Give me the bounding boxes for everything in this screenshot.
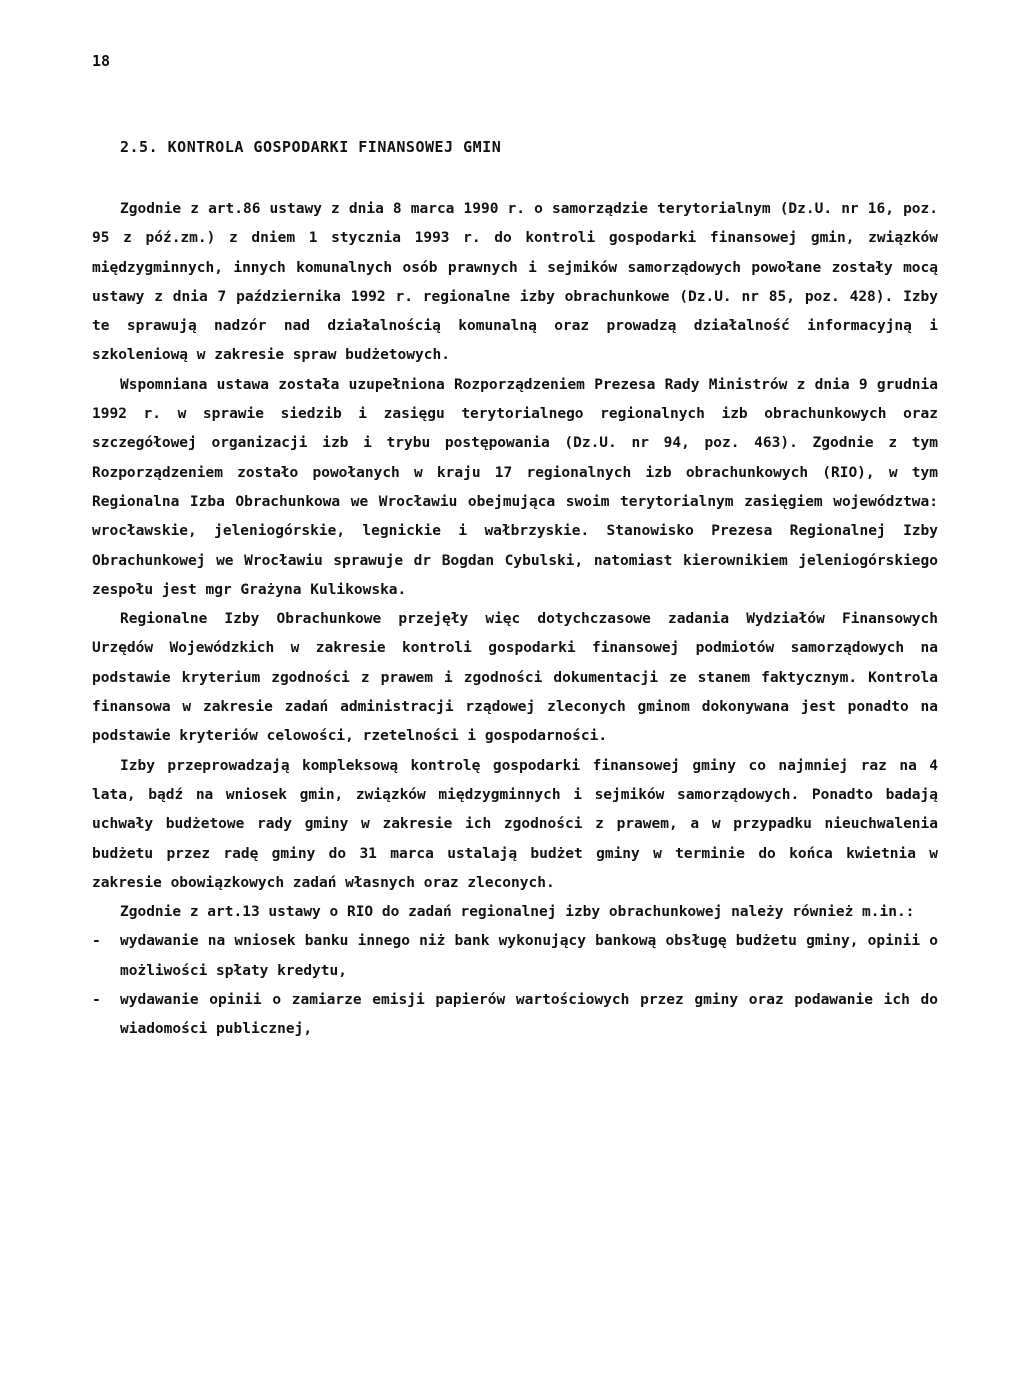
- paragraph-5: Zgodnie z art.13 ustawy o RIO do zadań regionalnej izby obrachunkowej należy również m.in.:: [120, 904, 915, 921]
- list-item-text: wydawanie na wniosek banku innego niż bank wykonujący bankową obsługę budżetu gminy, opinii o możliwości spłaty kredytu,: [120, 933, 938, 979]
- list-item: [92, 927, 938, 986]
- list-dash: -: [92, 992, 101, 1009]
- list-dash: -: [92, 933, 101, 950]
- list-item-text: wydawanie opinii o zamiarze emisji papierów wartościowych przez gminy oraz podawanie ich do wiadomości publicznej,: [120, 992, 938, 1038]
- list-item: [92, 986, 938, 1045]
- body-text: [92, 195, 938, 1045]
- paragraph-4: Izby przeprowadzają kompleksową kontrolę gospodarki finansowej gminy co najmniej raz na 4 lata, bądź na wniosek gmin, związków międzygminnych i sejmików samorządowych. Ponadto badają uchwały budżetowe rady gminy w zakresie ich zgodności z prawem, a w przypadku nieuchwalenia budżetu przez radę gminy do 31 marca ustalają budżet gminy w terminie do końca kwietnia w zakresie obowiązkowych zadań własnych oraz zleconych.: [92, 757, 938, 891]
- paragraph-3: Regionalne Izby Obrachunkowe przejęły więc dotychczasowe zadania Wydziałów Finansowych Urzędów Wojewódzkich w zakresie kontroli gospodarki finansowej podmiotów samorządowych na podstawie kryterium zgodności z prawem i zgodności dokumentacji ze stanem faktycznym. Kontrola finansowa w zakresie zadań administracji rządowej zleconych gminom dokonywana jest ponadto na podstawie kryteriów celowości, rzetelności i gospodarności.: [92, 611, 938, 745]
- paragraph-1: Zgodnie z art.86 ustawy z dnia 8 marca 1990 r. o samorządzie terytorialnym (Dz.U. nr 16, poz. 95 z póź.zm.) z dniem 1 stycznia 1993 r. do kontroli gospodarki finansowej gmin, związków międzygminnych, innych komunalnych osób prawnych i sejmików samorządowych powołane zostały mocą ustawy z dnia 7 października 1992 r. regionalne izby obrachunkowe (Dz.U. nr 85, poz. 428). Izby te sprawują nadzór nad działalnością komunalną oraz prowadzą działalność informacyjną i szkoleniową w zakresie spraw budżetowych.: [92, 201, 938, 364]
- paragraph-2: Wspomniana ustawa została uzupełniona Rozporządzeniem Prezesa Rady Ministrów z dnia 9 grudnia 1992 r. w sprawie siedzib i zasięgu terytorialnego regionalnych izb obrachunkowych oraz szczegółowej organizacji izb i trybu postępowania (Dz.U. nr 94, poz. 463). Zgodnie z tym Rozporządzeniem zostało powołanych w kraju 17 regionalnych izb obrachunkowych (RIO), w tym Regionalna Izba Obrachunkowa we Wrocławiu obejmująca swoim terytorialnym zasięgiem województwa: wrocławskie, jeleniogórskie, legnickie i wałbrzyskie. Stanowisko Prezesa Regionalnej Izby Obrachunkowej we Wrocławiu sprawuje dr Bogdan Cybulski, natomiast kierownikiem jeleniogórskiego zespołu jest mgr Grażyna Kulikowska.: [92, 376, 938, 598]
- section-heading: 2.5. KONTROLA GOSPODARKI FINANSOWEJ GMIN: [120, 138, 502, 156]
- task-list: [92, 927, 938, 1044]
- page-number: 18: [92, 52, 111, 70]
